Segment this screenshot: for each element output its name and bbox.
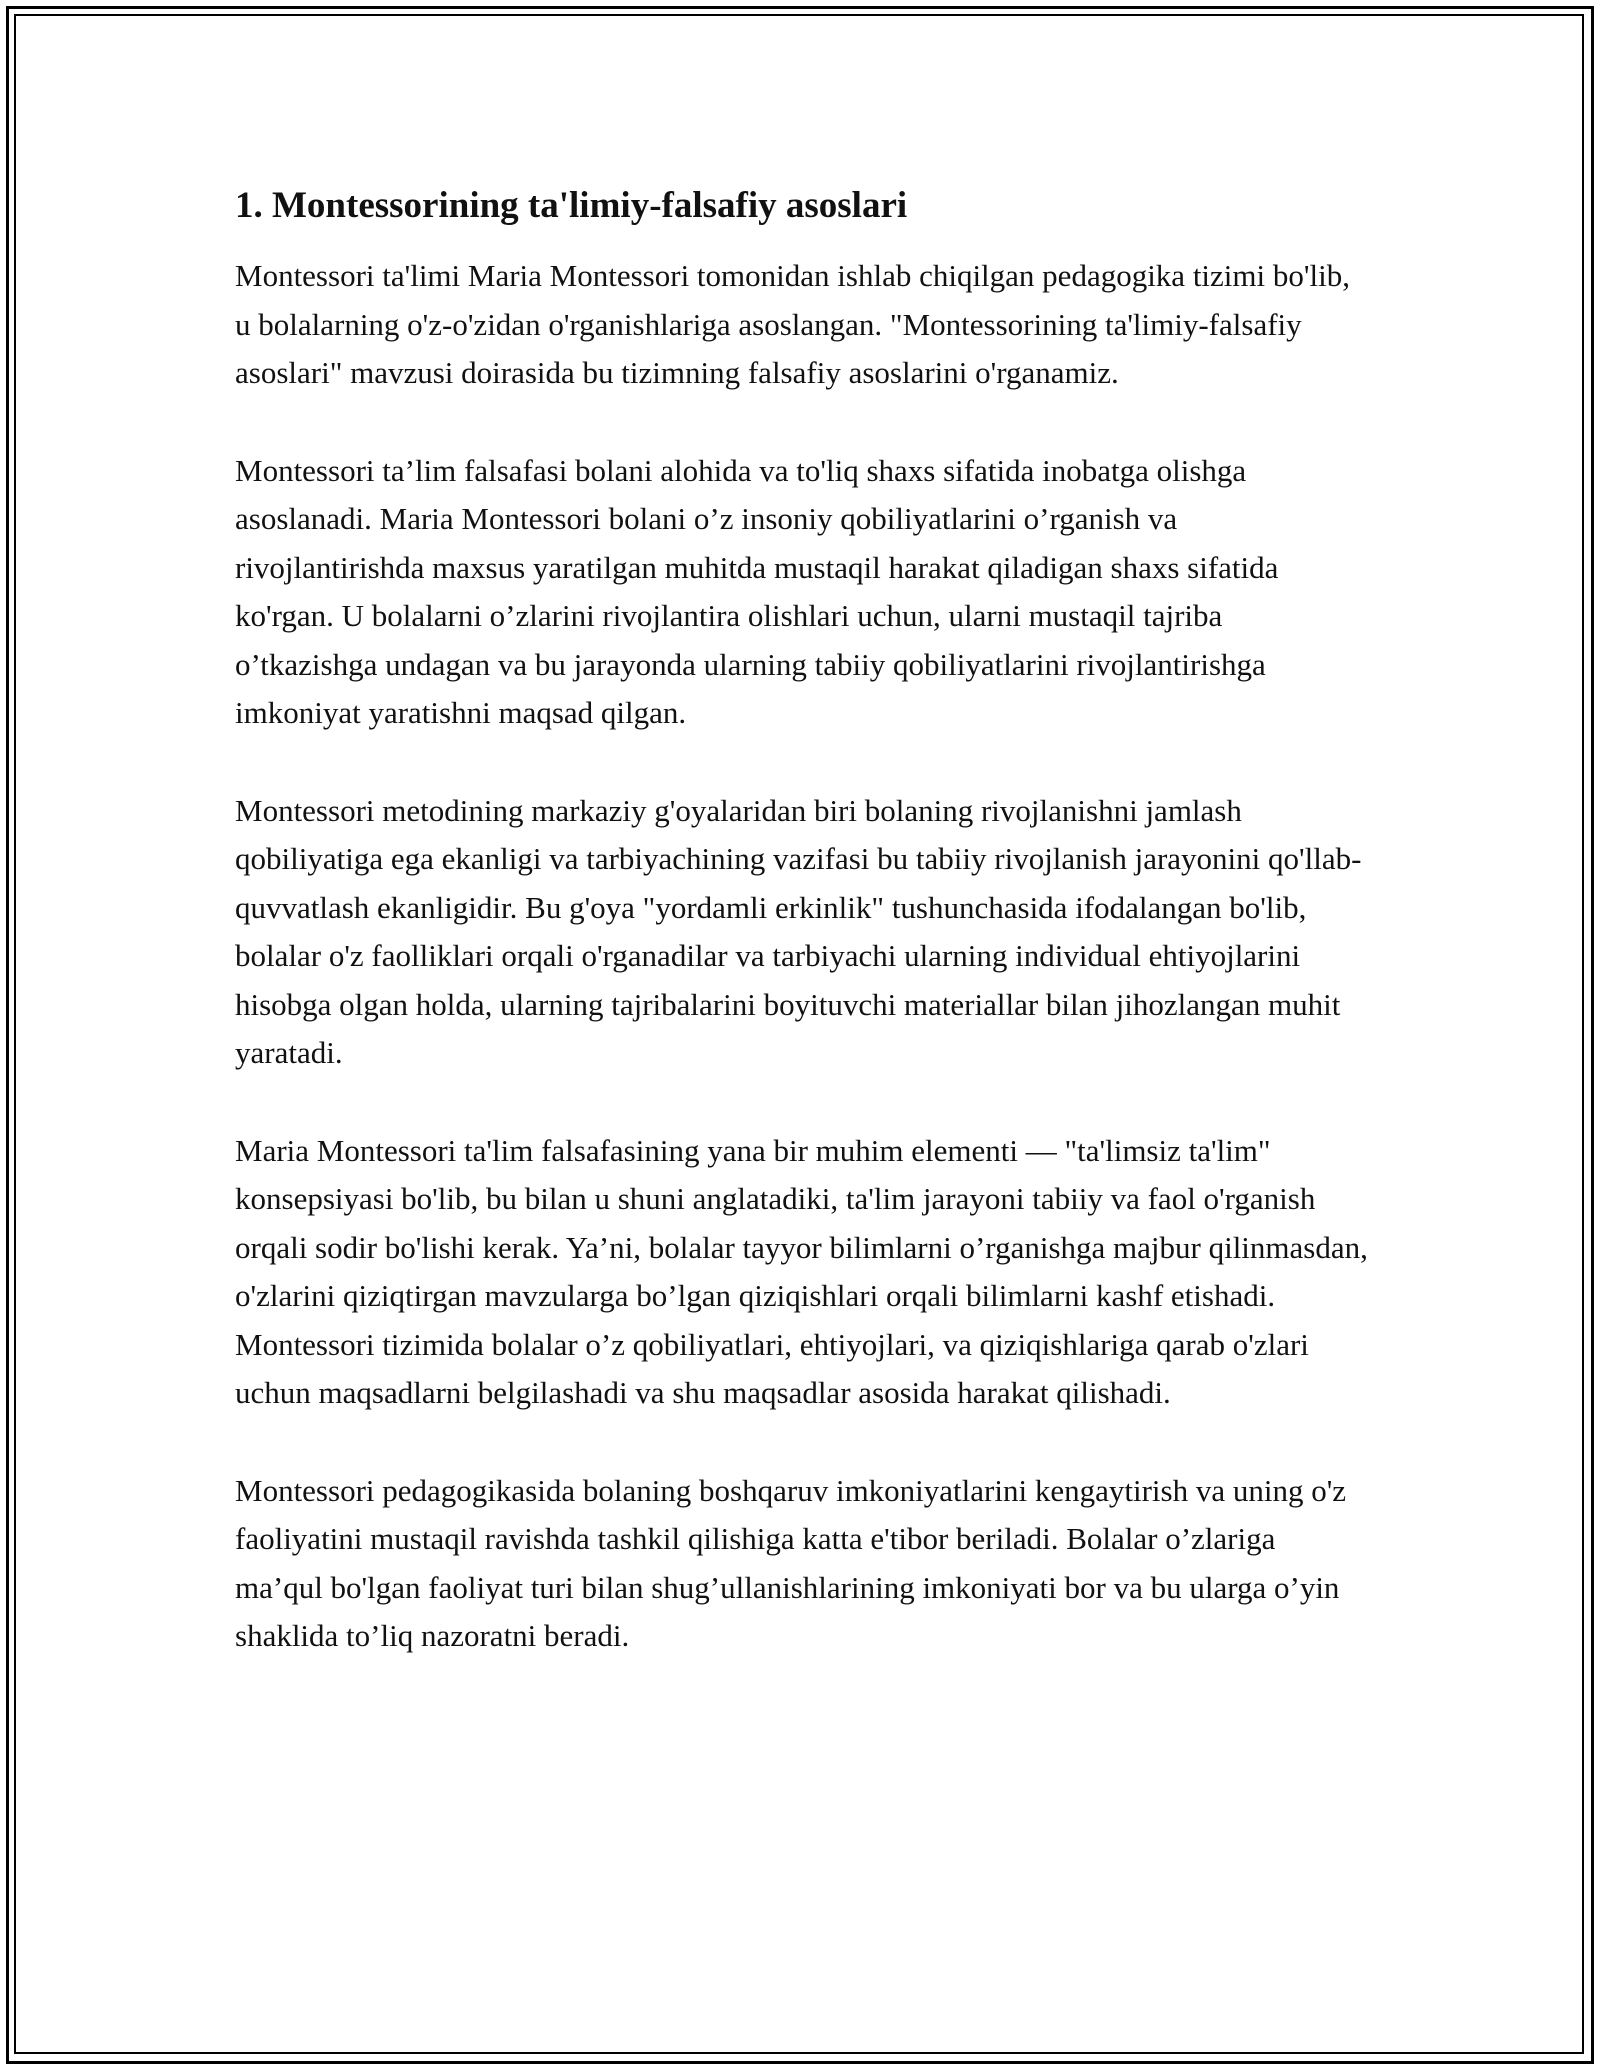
section-heading: 1. Montessorining ta'limiy-falsafiy asoslari bbox=[235, 185, 908, 226]
paragraph-2: Montessori ta’lim falsafasi bolani alohida va to'liq shaxs sifatida inobatga olishga asoslanadi. Maria Montessori bolani o’z insoniy qobiliyatlarini o’rganish va rivojlantirishda maxsus yaratilgan muhitda mustaqil harakat qiladigan shaxs sifatida ko'rgan. U bolalarni o’zlarini rivojlantira olishlari uchun, ularni mustaqil tajriba o’tkazishga undagan va bu jarayonda ularning tabiiy qobiliyatlarini rivojlantirishga imkoniyat yaratishni maqsad qilgan. bbox=[235, 452, 1279, 731]
document-body bbox=[235, 182, 1370, 1710]
paragraph-4: Maria Montessori ta'lim falsafasining yana bir muhim elementi — "ta'limsiz ta'lim" konsepsiyasi bo'lib, bu bilan u shuni anglatadiki, ta'lim jarayoni tabiiy va faol o'rganish orqali sodir bo'lishi kerak. Ya’ni, bolalar tayyor bilimlarni o’rganishga majbur qilinmasdan, o'zlarini qiziqtirgan mavzularga bo’lgan qiziqishlari orqali bilimlarni kashf etishadi. Montessori tizimida bolalar o’z qobiliyatlari, ehtiyojlari, va qiziqishlariga qarab o'zlari uchun maqsadlarni belgilashadi va shu maqsadlar asosida harakat qilishadi. bbox=[235, 1132, 1368, 1411]
paragraph-1: Montessori ta'limi Maria Montessori tomonidan ishlab chiqilgan pedagogika tizimi bo'lib, u bolalarning o'z-o'zidan o'rganishlariga asoslangan. "Montessorining ta'limiy-falsafiy asoslari" mavzusi doirasida bu tizimning falsafiy asoslarini o'rganamiz. bbox=[235, 258, 1350, 391]
paragraph-3: Montessori metodining markaziy g'oyalaridan biri bolaning rivojlanishni jamlash qobiliyatiga ega ekanligi va tarbiyachining vazifasi bu tabiiy rivojlanish jarayonini qo'llab-quvvatlash ekanligidir. Bu g'oya "yordamli erkinlik" tushunchasida ifodalangan bo'lib, bolalar o'z faolliklari orqali o'rganadilar va tarbiyachi ularning individual ehtiyojlarini hisobga olgan holda, ularning tajribalarini boyituvchi materiallar bilan jihozlangan muhit yaratadi. bbox=[235, 792, 1362, 1071]
paragraph-5: Montessori pedagogikasida bolaning boshqaruv imkoniyatlarini kengaytirish va uning o'z faoliyatini mustaqil ravishda tashkil qilishiga katta e'tibor beriladi. Bolalar o’zlariga ma’qul bo'lgan faoliyat turi bilan shug’ullanishlarining imkoniyati bor va bu ularga o’yin shaklida to’liq nazoratni beradi. bbox=[235, 1472, 1347, 1654]
